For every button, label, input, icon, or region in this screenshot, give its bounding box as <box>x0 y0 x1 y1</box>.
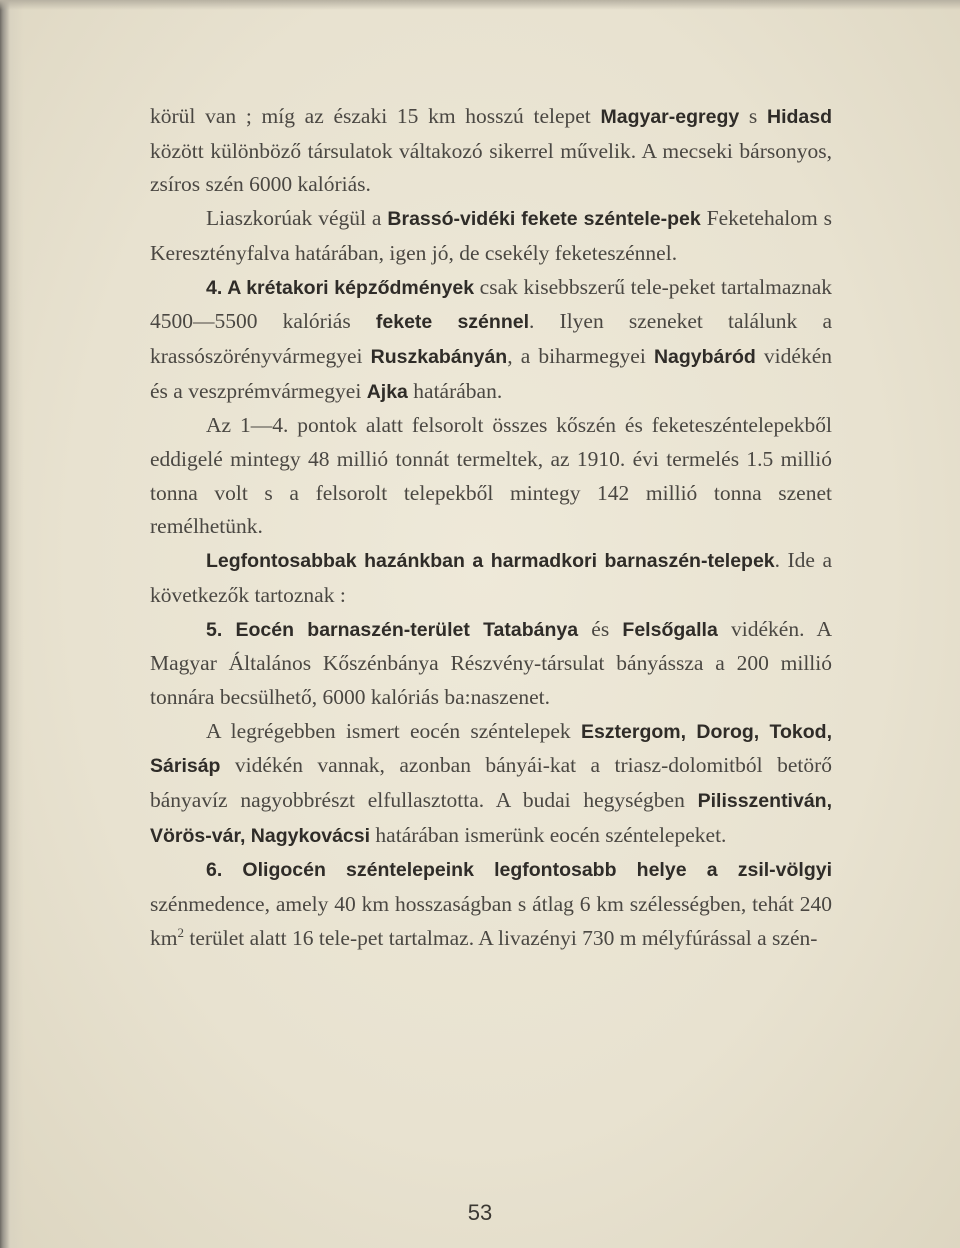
text-run: vidékén vannak, azonban bányái-kat a triasz-dolomitból betörő bányavíz nagyobbrészt elfullasztotta. A budai hegységben <box>150 753 832 813</box>
text-run: Feketehalom s Keresztényfalva határában, igen jó, de csekély feketeszénnel. <box>150 206 832 265</box>
text-run: , a biharmegyei <box>507 343 654 368</box>
bold-term: Pilisszentiván, Vörös-vár, Nagykovácsi <box>150 790 832 847</box>
bold-term: Felsőgalla <box>622 618 718 641</box>
text-run: vidékén. A Magyar Általános Kőszénbánya Részvény-társulat bányássza a 200 millió tonnára becsülhető, 6000 kalóriás ba:naszenet. <box>150 616 832 709</box>
paragraph <box>150 271 832 410</box>
paragraph <box>150 613 832 715</box>
paragraph <box>150 100 832 202</box>
bold-term: Brassó-vidéki fekete széntele-pek <box>387 208 701 231</box>
paragraph <box>150 409 832 544</box>
bold-term: Legfontosabbak hazánkban a harmadkori barnaszén-telepek <box>206 550 775 573</box>
bold-term: 4. A krétakori képződmények <box>206 276 475 299</box>
text-run: Az 1—4. pontok alatt felsorolt összes kőszén és feketeszéntelepekből eddigelé mintegy 48 millió tonnát termeltek, az 1910. évi termelés 1.5 millió tonna volt s a felsorolt telepekből mintegy 142 millió tonna szenet remélhetünk. <box>150 413 832 539</box>
bold-term: Magyar-egregy <box>600 106 740 128</box>
page-number: 53 <box>467 1200 493 1225</box>
text-run: között különböző társulatok váltakozó sikerrel művelik. A mecseki bársonyos, zsíros szén 6000 kalóriás. <box>150 138 832 197</box>
bold-term: Esztergom, Dorog, Tokod, Sárisáp <box>150 720 832 778</box>
text-run: körül van ; míg az északi 15 km hosszú telepet <box>150 104 601 128</box>
bold-term: Nagybáród <box>653 345 756 368</box>
bold-term: Ruszkabányán <box>370 345 508 368</box>
text-run: s <box>739 104 767 128</box>
text-run: határában ismerünk eocén széntelepeket. <box>370 822 727 847</box>
text-run: . Ide a következők tartoznak : <box>150 548 832 607</box>
bold-term: 5. Eocén barnaszén-terület Tatabánya <box>206 618 579 641</box>
paragraph <box>150 202 832 270</box>
bold-term: 6. Oligocén széntelepeink legfontosabb helye a zsil-völgyi <box>206 859 832 882</box>
page-edge-shadow <box>0 0 24 1248</box>
superscript: 2 <box>177 924 184 940</box>
paragraph <box>150 544 832 612</box>
text-run: A legrégebben ismert eocén széntelepek <box>206 718 581 743</box>
text-run: szénmedence, amely 40 km hosszaságban s átlag 6 km szélességben, tehát 240 km <box>150 892 832 950</box>
paragraph <box>150 853 832 955</box>
text-run: és <box>578 616 623 641</box>
text-run: terület alatt 16 tele-pet tartalmaz. A livazényi 730 m mélyfúrással a szén- <box>183 925 818 950</box>
paragraph <box>150 715 832 854</box>
text-run: Liaszkorúak végül a <box>206 206 388 231</box>
text-run: . Ilyen szeneket találunk a krassószörényvármegyei <box>150 309 833 368</box>
bold-term: fekete szénnel <box>375 311 529 334</box>
bold-term: Hidasd <box>766 106 832 128</box>
page-top-shadow <box>0 0 960 10</box>
text-run: vidékén és a veszprémvármegyei <box>150 343 832 403</box>
text-run: határában. <box>407 378 503 403</box>
text-body <box>150 100 832 956</box>
text-run: csak kisebbszerű tele-peket tartalmaznak 4500—5500 kalóriás <box>150 274 832 334</box>
bold-term: Ajka <box>366 380 408 403</box>
